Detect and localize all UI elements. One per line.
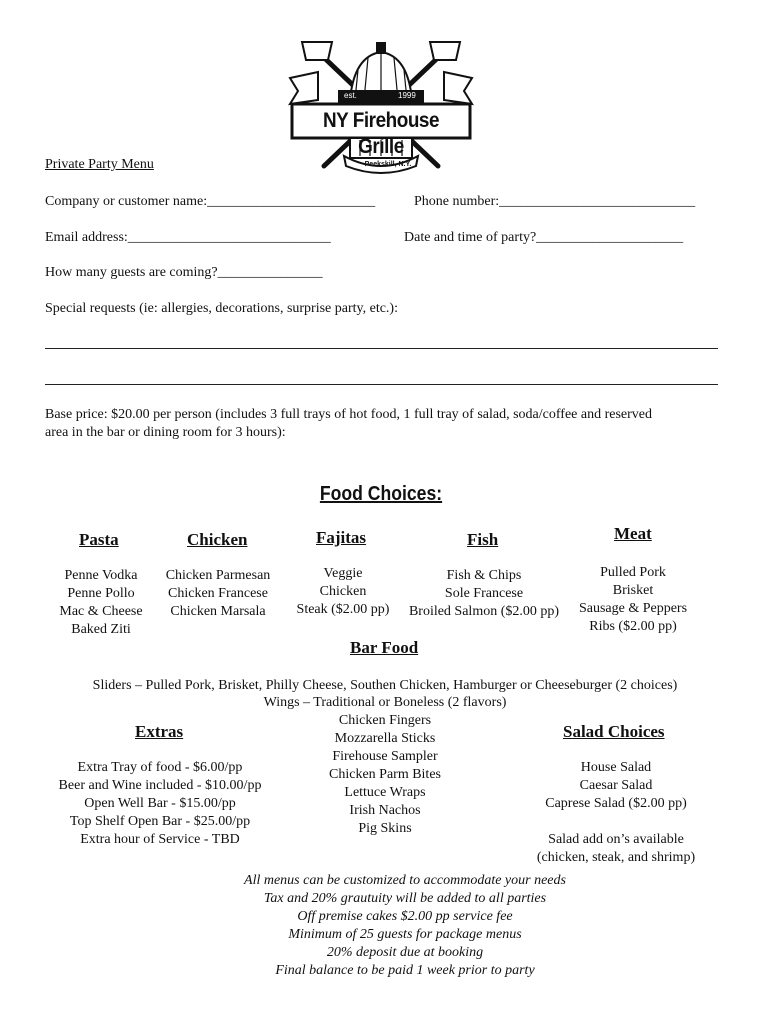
base-price-line-2: area in the bar or dining room for 3 hours): [45,425,286,440]
special-requests-line-2[interactable] [45,384,718,385]
list-item: Sausage & Peppers [578,601,688,616]
bar-food-sliders: Sliders – Pulled Pork, Brisket, Philly Cheese, Southen Chicken, Hamburger or Cheeseburger (2 choices) [92,678,678,693]
note-line: Tax and 20% grautuity will be added to all parties [263,891,547,906]
meat-list [568,564,698,636]
list-item: Caesar Salad [579,778,653,793]
meat-heading: Meat [614,524,652,543]
list-item: Ribs ($2.00 pp) [589,619,677,634]
list-item: Top Shelf Open Bar - $25.00/pp [69,814,251,829]
list-item: Veggie [323,566,363,581]
email-address-field[interactable]: Email address:_____________________________ [45,230,331,245]
list-item: Lettuce Wraps [344,785,426,800]
list-item: Extra Tray of food - $6.00/pp [77,760,243,775]
pasta-heading: Pasta [79,530,119,549]
list-item: Broiled Salmon ($2.00 pp) [408,604,560,619]
salad-addon-line-1: Salad add on’s available [548,832,684,847]
chicken-heading: Chicken [187,530,248,549]
guest-count-field[interactable]: How many guests are coming?_______________ [45,265,323,280]
salad-list [520,759,712,813]
list-item: Chicken [319,584,367,599]
extras-heading: Extras [135,722,184,741]
salad-addon [520,831,712,867]
note-line: Minimum of 25 guests for package menus [288,927,522,942]
special-requests-label: Special requests (ie: allergies, decorations, surprise party, etc.): [45,301,398,316]
list-item: Pulled Pork [600,565,666,580]
list-item: Chicken Francese [168,586,268,601]
list-item: Firehouse Sampler [332,749,438,764]
list-item: Steak ($2.00 pp) [296,602,390,617]
list-item: Caprese Salad ($2.00 pp) [545,796,687,811]
list-item: Baked Ziti [71,622,131,637]
special-requests-line-1[interactable] [45,348,718,349]
page-title: Private Party Menu [45,157,154,172]
food-choices-title: Food Choices: [319,483,443,505]
list-item: Extra hour of Service - TBD [80,832,240,847]
salad-addon-line-2: (chicken, steak, and shrimp) [536,850,696,865]
list-item: Pig Skins [358,821,412,836]
chicken-list [154,567,282,621]
fajitas-list [288,565,398,619]
footer-notes [0,872,770,980]
logo-est-right: 1999 [398,91,416,100]
list-item: Chicken Parm Bites [329,767,441,782]
note-line: 20% deposit due at booking [326,945,484,960]
list-item: Brisket [612,583,654,598]
list-item: Sole Francese [444,586,524,601]
list-item: Penne Vodka [64,568,138,583]
list-item: Mozzarella Sticks [334,731,436,746]
list-item: Irish Nachos [349,803,421,818]
phone-number-field[interactable]: Phone number:____________________________ [414,194,696,209]
logo [288,38,474,178]
fish-list [396,567,572,621]
list-item: Mac & Cheese [59,604,143,619]
logo-title: NY Firehouse Grille [322,109,440,158]
list-item: Fish & Chips [446,568,522,583]
note-line: Final balance to be paid 1 week prior to party [275,963,535,978]
list-item: Chicken Parmesan [165,568,271,583]
fish-heading: Fish [467,530,499,549]
logo-est-left: est. [344,91,357,100]
pasta-list [46,567,156,639]
list-item: House Salad [580,760,652,775]
extras-list [40,759,280,849]
fajitas-heading: Fajitas [316,528,367,547]
list-item: Chicken Marsala [170,604,266,619]
list-item: Chicken Fingers [338,713,432,728]
list-item: Beer and Wine included - $10.00/pp [58,778,262,793]
bar-food-wings: Wings – Traditional or Boneless (2 flavors) [263,695,507,710]
bar-food-list [300,712,470,838]
party-date-field[interactable]: Date and time of party?_____________________ [404,230,684,245]
note-line: All menus can be customized to accommodate your needs [244,873,566,888]
list-item: Penne Pollo [67,586,135,601]
list-item: Open Well Bar - $15.00/pp [84,796,236,811]
base-price-line-1: Base price: $20.00 per person (includes 3 full trays of hot food, 1 full tray of salad, soda/coffee and reserved [45,407,652,422]
company-name-field[interactable]: Company or customer name:________________________ [45,194,376,209]
note-line: Off premise cakes $2.00 pp service fee [297,909,513,924]
bar-food-heading: Bar Food [350,638,419,657]
logo-town: Peekskill, N.Y. [364,161,412,168]
salad-choices-heading: Salad Choices [563,722,665,741]
